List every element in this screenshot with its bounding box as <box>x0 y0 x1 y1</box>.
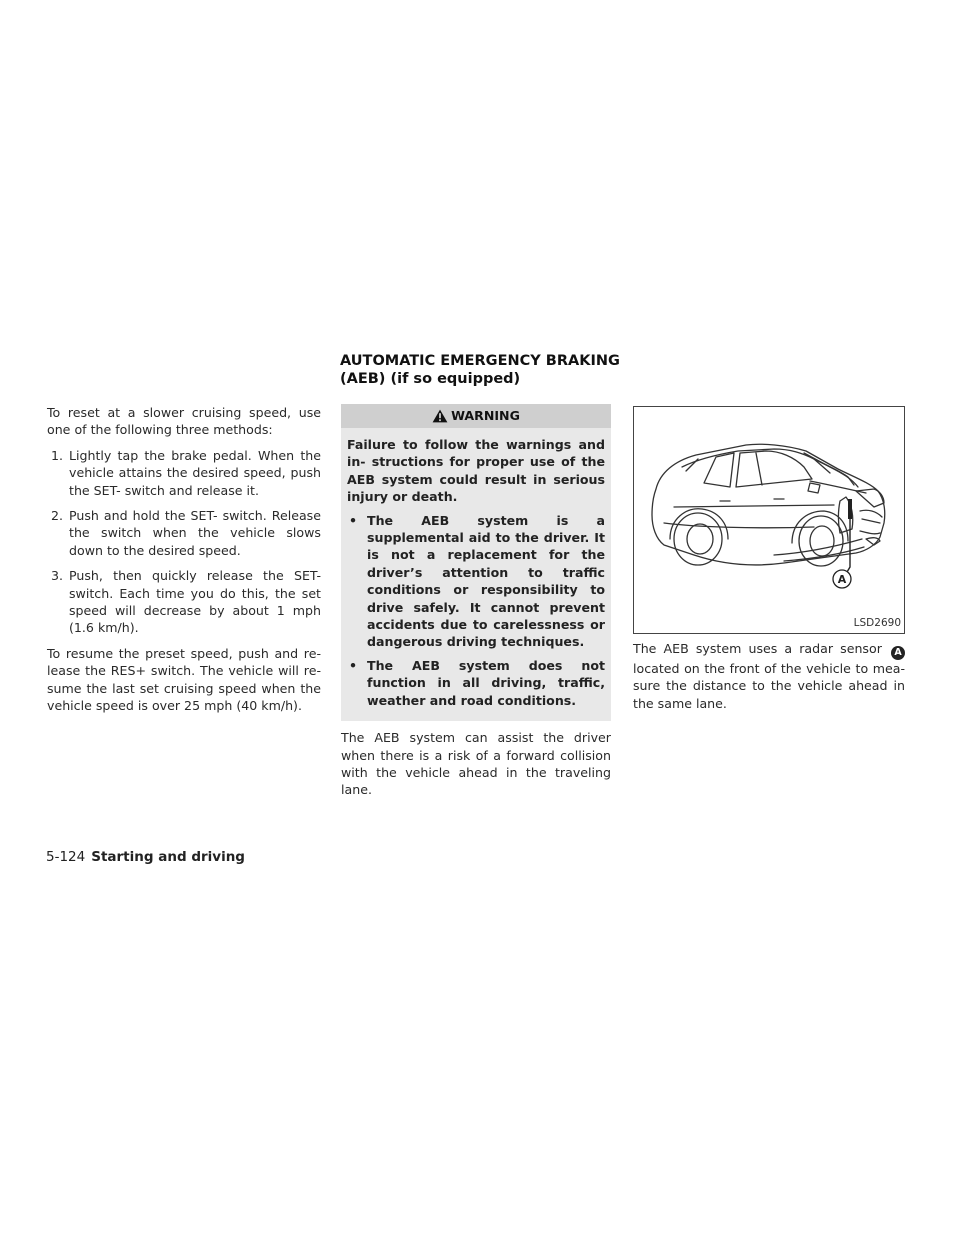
list-item: 2. Push and hold the SET- switch. Release the switch when the vehicle slows down to the desired speed. <box>51 508 321 558</box>
label-a-badge: A <box>891 646 905 660</box>
warning-body <box>341 428 611 721</box>
warning-triangle-icon <box>432 409 448 423</box>
page-number: 5-124 <box>46 849 86 865</box>
suv-illustration <box>634 407 904 633</box>
reset-steps-list <box>47 447 321 637</box>
column-1 <box>47 404 321 723</box>
callout-label-a: A <box>837 573 847 586</box>
list-item: 3. Push, then quickly release the SET- switch. Each time you do this, the set speed will decrease by about 1 mph (1.6 km/h). <box>51 568 321 636</box>
list-item: 1. Lightly tap the brake pedal. When the vehicle attains the desired speed, push the SET- switch and release it. <box>51 447 321 498</box>
radar-sensor-paragraph: The AEB system uses a radar sensor A located on the front of the vehicle to mea- sure the distance to the vehicle ahead in the same lane. <box>633 641 905 711</box>
column-2 <box>341 404 611 807</box>
resume-paragraph: To resume the preset speed, push and re- lease the RES+ switch. The vehicle will re- sume the last set cruising speed when the vehicle speed is over 25 mph (40 km/h). <box>47 645 321 714</box>
warning-bullets <box>347 512 605 709</box>
warning-title: WARNING <box>451 408 520 424</box>
warning-box <box>341 404 611 721</box>
warning-intro: Failure to follow the warnings and in- structions for proper use of the AEB system could result in serious injury or death. <box>347 437 605 505</box>
reset-intro: To reset at a slower cruising speed, use one of the following three methods: <box>47 405 321 438</box>
aeb-assist-paragraph: The AEB system can assist the driver when there is a risk of a forward collision with the vehicle ahead in the traveling lane. <box>341 730 611 798</box>
vehicle-figure <box>633 406 905 634</box>
section-heading-line2: (AEB) (if so equipped) <box>340 371 521 387</box>
section-heading <box>340 352 640 388</box>
list-item: • The AEB system does not function in all driving, traffic, weather and road conditions. <box>349 657 605 708</box>
figure-code: LSD2690 <box>853 616 901 629</box>
page-footer <box>46 849 245 865</box>
warning-header <box>341 404 611 428</box>
footer-section-title: Starting and driving <box>91 849 245 865</box>
section-heading-line1: AUTOMATIC EMERGENCY BRAKING <box>340 353 620 369</box>
column-3 <box>633 406 905 720</box>
list-item: • The AEB system is a supplemental aid to the driver. It is not a replacement for the driver’s attention to traffic conditions or responsibility to drive safely. It cannot prevent accidents due to carelessness or dangerous driving techniques. <box>349 512 605 650</box>
